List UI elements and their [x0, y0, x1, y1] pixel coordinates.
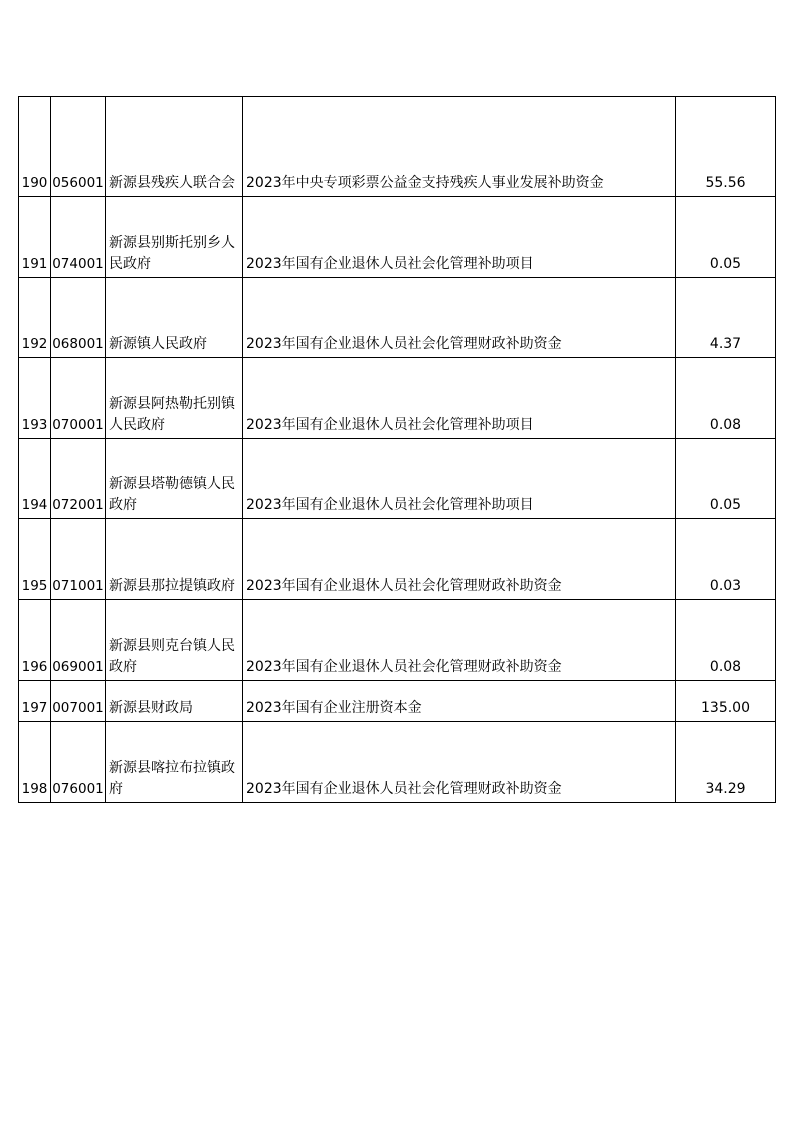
table-row: [19, 519, 776, 600]
unit-code: 076001: [51, 722, 106, 803]
project-name: 2023年国有企业退休人员社会化管理财政补助资金: [243, 722, 676, 803]
unit-code: 072001: [51, 439, 106, 519]
table-row: [19, 600, 776, 681]
unit-code: 069001: [51, 600, 106, 681]
row-index: 198: [19, 722, 51, 803]
unit-name: 新源县喀拉布拉镇政府: [106, 722, 243, 803]
unit-code: 074001: [51, 197, 106, 278]
unit-code: 068001: [51, 278, 106, 358]
unit-code: 056001: [51, 97, 106, 197]
project-name: 2023年国有企业退休人员社会化管理补助项目: [243, 439, 676, 519]
amount-value: 4.37: [676, 278, 776, 358]
row-index: 194: [19, 439, 51, 519]
project-name: 2023年国有企业退休人员社会化管理补助项目: [243, 358, 676, 439]
project-name: 2023年国有企业退休人员社会化管理财政补助资金: [243, 600, 676, 681]
table-row: [19, 681, 776, 722]
unit-code: 007001: [51, 681, 106, 722]
project-name: 2023年国有企业退休人员社会化管理补助项目: [243, 197, 676, 278]
unit-name: 新源县塔勒德镇人民政府: [106, 439, 243, 519]
unit-name: 新源县别斯托别乡人民政府: [106, 197, 243, 278]
unit-name: 新源县财政局: [106, 681, 243, 722]
row-index: 191: [19, 197, 51, 278]
table-row: [19, 439, 776, 519]
project-name: 2023年国有企业注册资本金: [243, 681, 676, 722]
row-index: 193: [19, 358, 51, 439]
table-body: [19, 97, 776, 803]
unit-name: 新源镇人民政府: [106, 278, 243, 358]
row-index: 197: [19, 681, 51, 722]
unit-name: 新源县残疾人联合会: [106, 97, 243, 197]
amount-value: 0.05: [676, 197, 776, 278]
amount-value: 34.29: [676, 722, 776, 803]
amount-value: 135.00: [676, 681, 776, 722]
row-index: 196: [19, 600, 51, 681]
unit-name: 新源县那拉提镇政府: [106, 519, 243, 600]
amount-value: 55.56: [676, 97, 776, 197]
project-name: 2023年国有企业退休人员社会化管理财政补助资金: [243, 519, 676, 600]
table-row: [19, 97, 776, 197]
amount-value: 0.03: [676, 519, 776, 600]
table-row: [19, 278, 776, 358]
table-row: [19, 358, 776, 439]
table-row: [19, 722, 776, 803]
funding-table: [18, 96, 776, 803]
table-row: [19, 197, 776, 278]
row-index: 195: [19, 519, 51, 600]
unit-code: 070001: [51, 358, 106, 439]
project-name: 2023年中央专项彩票公益金支持残疾人事业发展补助资金: [243, 97, 676, 197]
row-index: 192: [19, 278, 51, 358]
unit-code: 071001: [51, 519, 106, 600]
row-index: 190: [19, 97, 51, 197]
project-name: 2023年国有企业退休人员社会化管理财政补助资金: [243, 278, 676, 358]
amount-value: 0.08: [676, 358, 776, 439]
amount-value: 0.08: [676, 600, 776, 681]
unit-name: 新源县则克台镇人民政府: [106, 600, 243, 681]
amount-value: 0.05: [676, 439, 776, 519]
unit-name: 新源县阿热勒托别镇人民政府: [106, 358, 243, 439]
